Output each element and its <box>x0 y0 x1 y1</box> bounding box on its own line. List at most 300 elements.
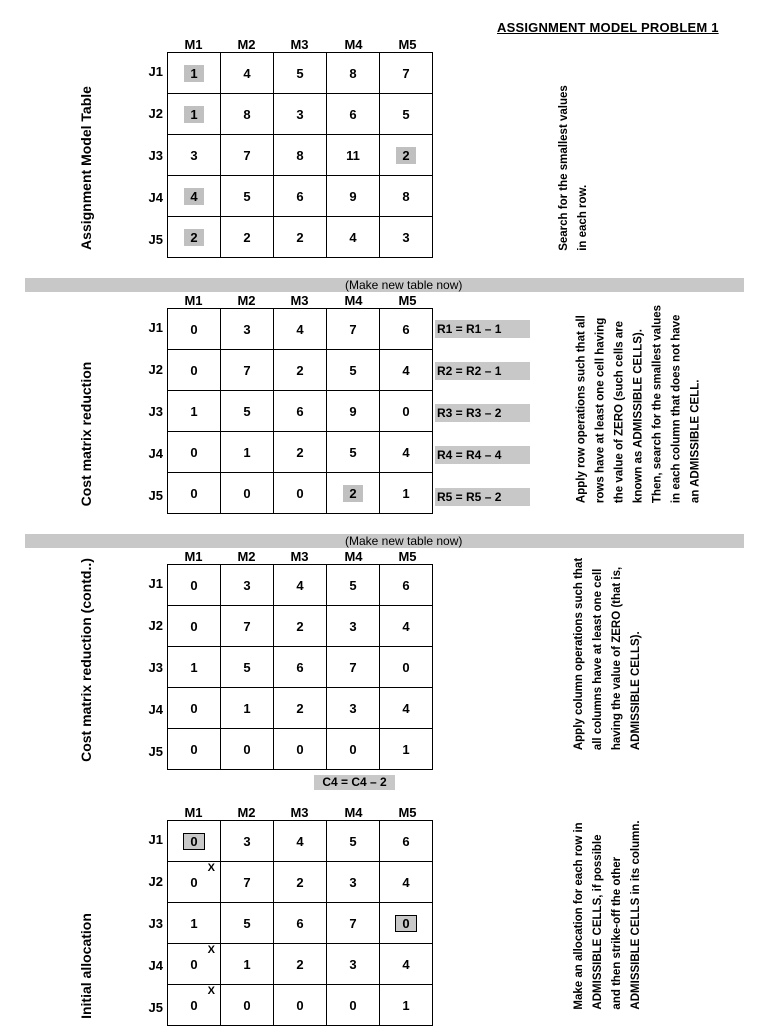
cell-value: 6 <box>296 403 304 419</box>
row-header: J1 <box>148 576 163 591</box>
cell-value: 0 <box>190 700 198 716</box>
table-row <box>168 944 433 985</box>
cell-value: 5 <box>402 106 410 122</box>
table-row <box>168 53 433 94</box>
cell-value: 4 <box>296 833 304 849</box>
cell-value: 1 <box>402 485 410 501</box>
cell-value: 4 <box>243 65 251 81</box>
column-header: M2 <box>237 549 256 564</box>
table-cell <box>168 606 221 647</box>
table-cell <box>274 862 327 903</box>
row-header: J5 <box>148 1000 163 1015</box>
table-cell <box>327 309 380 350</box>
table-cell <box>327 647 380 688</box>
cell-value: 1 <box>402 741 410 757</box>
cell-value: 0 <box>296 741 304 757</box>
band-text-2: (Make new table now) <box>345 534 463 548</box>
cell-value: 4 <box>402 618 410 634</box>
cell-value: 0 <box>349 741 357 757</box>
cell-value: 2 <box>296 700 304 716</box>
table-row <box>168 821 433 862</box>
table-cell <box>221 94 274 135</box>
table-cell <box>274 944 327 985</box>
table-cell <box>380 985 433 1026</box>
table-cell <box>327 985 380 1026</box>
table-cell <box>274 176 327 217</box>
cell-value: 8 <box>243 106 251 122</box>
table-row <box>168 432 433 473</box>
row-header: J3 <box>148 404 163 419</box>
table-row <box>168 985 433 1026</box>
table-cell <box>168 985 221 1026</box>
cell-value: 7 <box>349 659 357 675</box>
row-header: J2 <box>148 106 163 121</box>
table-cell <box>221 350 274 391</box>
table-cell <box>327 606 380 647</box>
table-cell <box>168 135 221 176</box>
cell-value: 8 <box>402 188 410 204</box>
table-cell <box>380 862 433 903</box>
column-header: M4 <box>344 549 363 564</box>
row-header: J2 <box>148 874 163 889</box>
table-cell <box>380 903 433 944</box>
table-row <box>168 862 433 903</box>
note-line: having the value of ZERO (that is, <box>611 566 623 751</box>
table-cell <box>274 729 327 770</box>
cell-value: 0 <box>349 997 357 1013</box>
cell-value: 4 <box>402 700 410 716</box>
cell-value: 2 <box>296 362 304 378</box>
table-cell <box>380 944 433 985</box>
strike-mark: X <box>207 862 215 874</box>
table-cell <box>168 729 221 770</box>
note-line: ADMISSIBLE CELLS). <box>630 631 642 751</box>
table-cell <box>168 217 221 258</box>
table-cell <box>221 391 274 432</box>
cell-value: 1 <box>184 65 204 82</box>
cell-value: 4 <box>402 444 410 460</box>
column-header: M1 <box>184 293 203 308</box>
table-cell <box>327 944 380 985</box>
cell-value: 2 <box>243 229 251 245</box>
cell-value: 2 <box>296 618 304 634</box>
cell-value: 3 <box>349 874 357 890</box>
cell-value: 7 <box>349 321 357 337</box>
band-text-1: (Make new table now) <box>345 278 463 292</box>
table-cell <box>380 821 433 862</box>
note-line: known as ADMISSIBLE CELLS). <box>632 329 645 504</box>
table-row <box>168 647 433 688</box>
cell-value: 0 <box>190 362 198 378</box>
table-row <box>168 729 433 770</box>
cell-value: 3 <box>349 700 357 716</box>
table-cell <box>274 135 327 176</box>
cell-value: 5 <box>243 915 251 931</box>
matrix-table <box>167 820 433 1026</box>
section-label: Cost matrix reduction (contd..) <box>78 558 94 762</box>
row-header: J1 <box>148 320 163 335</box>
instruction-note <box>570 558 646 750</box>
strike-mark: X <box>207 944 215 956</box>
row-operation-label: R1 = R1 – 1 <box>435 320 530 338</box>
cell-value: 6 <box>402 833 410 849</box>
cell-value: 0 <box>190 618 198 634</box>
table-cell <box>168 647 221 688</box>
column-header: M3 <box>290 549 309 564</box>
cell-value: 0 <box>183 833 205 850</box>
table-row <box>168 903 433 944</box>
table-cell <box>380 473 433 514</box>
table-row <box>168 309 433 350</box>
cell-value: 5 <box>243 403 251 419</box>
cell-value: 3 <box>349 618 357 634</box>
row-operation-label: R3 = R3 – 2 <box>435 404 530 422</box>
table-cell <box>221 729 274 770</box>
cell-value: 4 <box>349 229 357 245</box>
cell-value: 2 <box>296 956 304 972</box>
table-cell <box>221 688 274 729</box>
column-header: M3 <box>290 293 309 308</box>
table-cell <box>327 903 380 944</box>
table-cell <box>327 350 380 391</box>
table-cell <box>380 688 433 729</box>
table-cell <box>380 53 433 94</box>
table-row <box>168 135 433 176</box>
column-header: M2 <box>237 37 256 52</box>
table-cell <box>380 217 433 258</box>
table-cell <box>168 94 221 135</box>
table-cell <box>168 821 221 862</box>
table-cell <box>168 391 221 432</box>
table-cell <box>327 217 380 258</box>
table-cell <box>168 473 221 514</box>
cell-value: 0 <box>190 485 198 501</box>
cell-value: 2 <box>296 444 304 460</box>
table-cell <box>221 432 274 473</box>
table-cell <box>274 217 327 258</box>
table-cell <box>327 729 380 770</box>
column-header: M1 <box>184 549 203 564</box>
table-row <box>168 606 433 647</box>
row-header: J5 <box>148 488 163 503</box>
cell-value: 0 <box>243 997 251 1013</box>
table-cell <box>380 729 433 770</box>
cell-value: 7 <box>243 618 251 634</box>
table-cell <box>274 985 327 1026</box>
column-operation-label: C4 = C4 – 2 <box>314 775 395 790</box>
table-cell <box>168 432 221 473</box>
table-cell <box>327 688 380 729</box>
table-cell <box>327 432 380 473</box>
table-cell <box>221 176 274 217</box>
cell-value: 1 <box>243 956 251 972</box>
cell-value: 0 <box>190 956 198 972</box>
table-row <box>168 688 433 729</box>
row-header: J5 <box>148 744 163 759</box>
cell-value: 5 <box>349 444 357 460</box>
cell-value: 4 <box>296 321 304 337</box>
cell-value: 0 <box>190 874 198 890</box>
cell-value: 1 <box>184 106 204 123</box>
note-line: Apply row operations such that all <box>575 315 588 504</box>
cell-value: 5 <box>296 65 304 81</box>
table-cell <box>221 473 274 514</box>
note-line: in each column that does not have <box>670 314 683 504</box>
table-cell <box>380 606 433 647</box>
table-cell <box>221 985 274 1026</box>
cell-value: 0 <box>190 444 198 460</box>
table-cell <box>274 688 327 729</box>
cell-value: 1 <box>402 997 410 1013</box>
row-header: J5 <box>148 232 163 247</box>
page-title: ASSIGNMENT MODEL PROBLEM 1 <box>497 20 719 35</box>
row-header: J3 <box>148 916 163 931</box>
row-operation-label: R4 = R4 – 4 <box>435 446 530 464</box>
cell-value: 7 <box>402 65 410 81</box>
table-cell <box>380 350 433 391</box>
table-cell <box>274 391 327 432</box>
table-cell <box>274 606 327 647</box>
cell-value: 2 <box>184 229 204 246</box>
row-header: J4 <box>148 446 163 461</box>
table-cell <box>380 391 433 432</box>
section-label: Assignment Model Table <box>78 86 94 250</box>
note-line: Make an allocation for each row in <box>573 822 585 1010</box>
cell-value: 1 <box>243 700 251 716</box>
instruction-note <box>555 85 593 251</box>
table-cell <box>221 53 274 94</box>
cell-value: 6 <box>296 915 304 931</box>
note-line: the value of ZERO (such cells are <box>613 320 626 504</box>
strike-mark: X <box>207 985 215 997</box>
cell-value: 1 <box>190 915 198 931</box>
column-header: M2 <box>237 805 256 820</box>
section-label: Initial allocation <box>78 913 94 1019</box>
table-cell <box>168 944 221 985</box>
column-header: M5 <box>398 37 417 52</box>
table-cell <box>221 565 274 606</box>
note-line: in each row. <box>577 184 589 251</box>
cell-value: 4 <box>402 874 410 890</box>
column-header: M1 <box>184 805 203 820</box>
table-cell <box>221 647 274 688</box>
column-header: M4 <box>344 293 363 308</box>
note-line: Then, search for the smallest values <box>651 304 664 504</box>
row-header: J2 <box>148 618 163 633</box>
cell-value: 1 <box>243 444 251 460</box>
table-cell <box>327 94 380 135</box>
table-cell <box>327 135 380 176</box>
cell-value: 0 <box>190 741 198 757</box>
table-cell <box>327 391 380 432</box>
column-header: M3 <box>290 37 309 52</box>
table-cell <box>221 944 274 985</box>
table-cell <box>327 53 380 94</box>
table-cell <box>168 688 221 729</box>
table-cell <box>221 862 274 903</box>
cell-value: 2 <box>343 485 363 502</box>
table-cell <box>168 903 221 944</box>
cell-value: 7 <box>349 915 357 931</box>
cell-value: 4 <box>402 956 410 972</box>
cell-value: 6 <box>402 577 410 593</box>
row-header: J1 <box>148 832 163 847</box>
cell-value: 6 <box>349 106 357 122</box>
section-label: Cost matrix reduction <box>78 361 94 507</box>
table-row <box>168 350 433 391</box>
column-header: M5 <box>398 293 417 308</box>
note-line: rows have at least one cell having <box>594 317 607 504</box>
row-operation-label: R5 = R5 – 2 <box>435 488 530 506</box>
note-line: an ADMISSIBLE CELL. <box>689 379 702 504</box>
cell-value: 3 <box>296 106 304 122</box>
cell-value: 0 <box>243 741 251 757</box>
cell-value: 3 <box>190 147 198 163</box>
note-line: Search for the smallest values <box>558 85 570 251</box>
table-cell <box>274 473 327 514</box>
cell-value: 9 <box>349 403 357 419</box>
cell-value: 6 <box>402 321 410 337</box>
cell-value: 6 <box>296 188 304 204</box>
table-cell <box>221 606 274 647</box>
table-cell <box>327 821 380 862</box>
instruction-note <box>573 305 706 503</box>
cell-value: 5 <box>349 833 357 849</box>
table-cell <box>168 350 221 391</box>
table-cell <box>221 217 274 258</box>
cell-value: 7 <box>243 147 251 163</box>
cell-value: 0 <box>402 659 410 675</box>
table-row <box>168 176 433 217</box>
cell-value: 5 <box>243 659 251 675</box>
column-header: M2 <box>237 293 256 308</box>
table-row <box>168 391 433 432</box>
table-cell <box>168 53 221 94</box>
table-row <box>168 565 433 606</box>
table-cell <box>274 903 327 944</box>
table-cell <box>274 350 327 391</box>
cell-value: 8 <box>349 65 357 81</box>
matrix-table <box>167 564 433 770</box>
note-line: ADMISSIBLE CELLS, if possible <box>592 834 604 1010</box>
matrix-table <box>167 52 433 258</box>
cell-value: 3 <box>243 577 251 593</box>
cell-value: 4 <box>296 577 304 593</box>
table-cell <box>327 176 380 217</box>
cell-value: 2 <box>396 147 416 164</box>
row-header: J2 <box>148 362 163 377</box>
table-cell <box>380 135 433 176</box>
table-cell <box>327 862 380 903</box>
cell-value: 9 <box>349 188 357 204</box>
table-cell <box>380 176 433 217</box>
table-cell <box>380 94 433 135</box>
table-cell <box>380 565 433 606</box>
cell-value: 11 <box>346 147 360 163</box>
table-row <box>168 217 433 258</box>
table-cell <box>327 565 380 606</box>
cell-value: 0 <box>296 997 304 1013</box>
table-cell <box>274 432 327 473</box>
row-header: J1 <box>148 64 163 79</box>
column-header: M4 <box>344 805 363 820</box>
note-line: all columns have at least one cell <box>592 568 604 751</box>
cell-value: 4 <box>184 188 204 205</box>
table-cell <box>380 647 433 688</box>
column-header: M5 <box>398 805 417 820</box>
table-cell <box>168 176 221 217</box>
cell-value: 0 <box>190 321 198 337</box>
column-header: M1 <box>184 37 203 52</box>
table-cell <box>168 565 221 606</box>
cell-value: 7 <box>243 362 251 378</box>
table-cell <box>274 821 327 862</box>
cell-value: 5 <box>243 188 251 204</box>
separator-band-2 <box>25 534 744 548</box>
cell-value: 2 <box>296 874 304 890</box>
table-row <box>168 94 433 135</box>
cell-value: 3 <box>349 956 357 972</box>
cell-value: 1 <box>190 659 198 675</box>
table-cell <box>380 309 433 350</box>
table-cell <box>380 432 433 473</box>
column-header: M4 <box>344 37 363 52</box>
cell-value: 7 <box>243 874 251 890</box>
cell-value: 1 <box>190 403 198 419</box>
column-header: M5 <box>398 549 417 564</box>
row-header: J4 <box>148 958 163 973</box>
cell-value: 0 <box>243 485 251 501</box>
instruction-note <box>570 820 646 1009</box>
cell-value: 6 <box>296 659 304 675</box>
cell-value: 5 <box>349 577 357 593</box>
row-header: J3 <box>148 148 163 163</box>
column-header: M3 <box>290 805 309 820</box>
table-cell <box>274 94 327 135</box>
matrix-table <box>167 308 433 514</box>
row-header: J4 <box>148 190 163 205</box>
table-cell <box>221 309 274 350</box>
table-cell <box>274 565 327 606</box>
table-cell <box>221 135 274 176</box>
cell-value: 0 <box>395 915 417 932</box>
table-cell <box>327 473 380 514</box>
cell-value: 4 <box>402 362 410 378</box>
separator-band-1 <box>25 278 744 292</box>
table-cell <box>168 862 221 903</box>
cell-value: 5 <box>349 362 357 378</box>
note-line: Apply column operations such that <box>573 557 585 751</box>
row-operation-label: R2 = R2 – 1 <box>435 362 530 380</box>
table-cell <box>168 309 221 350</box>
cell-value: 2 <box>296 229 304 245</box>
table-row <box>168 473 433 514</box>
cell-value: 3 <box>243 833 251 849</box>
row-header: J3 <box>148 660 163 675</box>
cell-value: 0 <box>190 997 198 1013</box>
table-cell <box>274 53 327 94</box>
table-cell <box>274 309 327 350</box>
table-cell <box>221 821 274 862</box>
cell-value: 0 <box>190 577 198 593</box>
row-header: J4 <box>148 702 163 717</box>
table-cell <box>221 903 274 944</box>
note-line: ADMISSIBLE CELLS in its column. <box>630 820 642 1010</box>
cell-value: 8 <box>296 147 304 163</box>
table-cell <box>274 647 327 688</box>
note-line: and then strike-off the other <box>611 856 623 1010</box>
cell-value: 0 <box>296 485 304 501</box>
